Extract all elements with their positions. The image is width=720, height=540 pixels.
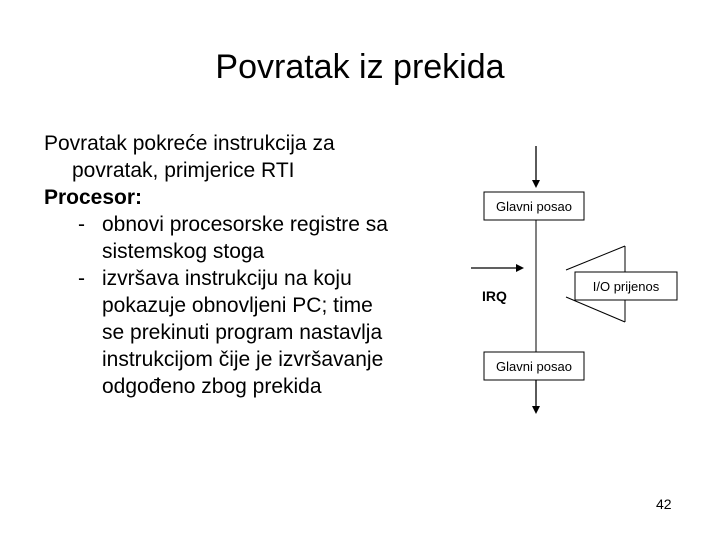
bullet-dash: - — [78, 213, 85, 236]
bullet-dash: - — [78, 267, 85, 290]
bullet-1-line-2: sistemskog stoga — [102, 240, 265, 263]
intro-line-1: Povratak pokreće instrukcija za — [44, 132, 335, 155]
bullet-2-line-4: instrukcijom čije je izvršavanje — [102, 348, 384, 371]
bullet-2-line-2: pokazuje obnovljeni PC; time — [102, 294, 373, 317]
irq-label: IRQ — [482, 288, 507, 304]
bullet-1-text-1: obnovi procesorske registre sa — [102, 213, 388, 236]
io-connector-top — [566, 246, 625, 270]
slide-title: Povratak iz prekida — [215, 48, 505, 86]
bottom-main-task-label: Glavni posao — [496, 359, 572, 374]
page-number: 42 — [656, 496, 672, 512]
bullet-2-line-3: se prekinuti program nastavlja — [102, 321, 383, 344]
bullet-2-text-1: izvršava instrukciju na koju — [102, 267, 352, 290]
bullet-2-line-5: odgođeno zbog prekida — [102, 375, 322, 398]
intro-line-2: povratak, primjerice RTI — [72, 159, 295, 182]
io-connector-bottom — [566, 297, 625, 322]
procesor-heading: Procesor: — [44, 186, 143, 209]
top-main-task-label: Glavni posao — [496, 199, 572, 214]
io-transfer-label: I/O prijenos — [592, 279, 660, 294]
